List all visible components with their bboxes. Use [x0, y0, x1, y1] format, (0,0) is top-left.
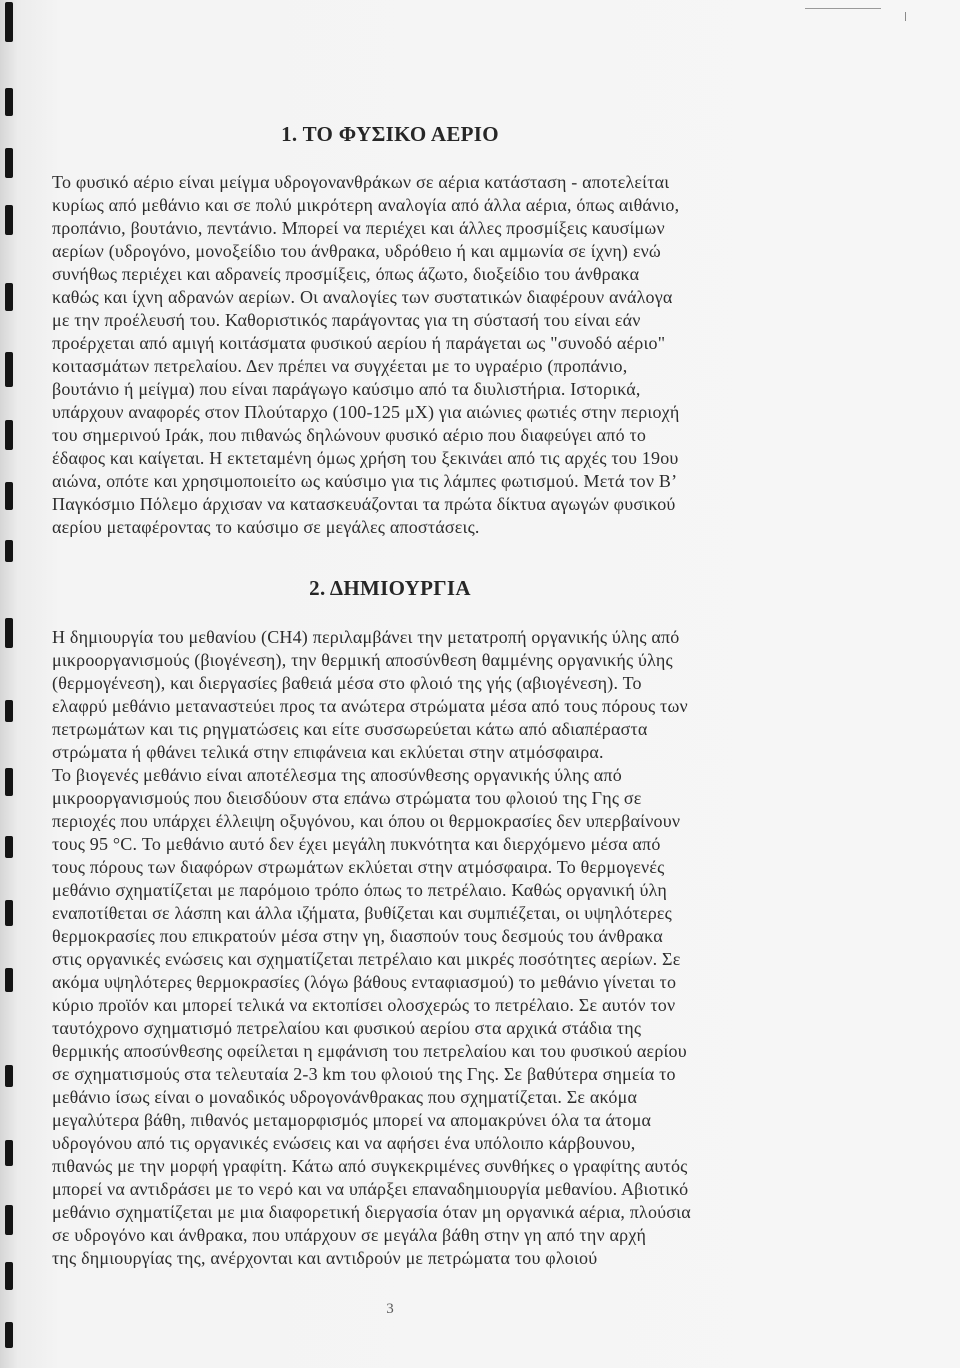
- scan-edge-line: [805, 8, 881, 9]
- binding-mark: [5, 768, 13, 796]
- binding-mark: [5, 900, 13, 926]
- text-line: αιώνα, οπότε και χρησιμοποιείτο ως καύσιμο για τις λάμπες φωτισμού. Μετά τον Β’: [52, 471, 678, 491]
- text-line: στις οργανικές ενώσεις και σχηματίζεται πετρέλαιο και μικρές ποσότητες αερίων. Σε: [52, 949, 681, 969]
- text-line: εναποτίθεται σε λάσπη και άλλα ιζήματα, βυθίζεται και συμπιέζεται, οι υψηλότερες: [52, 903, 672, 923]
- text-line: μεγαλύτερα βάθη, πιθανός μεταμορφισμός μπορεί να απομακρύνει όλα τα άτομα: [52, 1110, 652, 1130]
- binding-mark: [5, 836, 13, 858]
- text-line: Το φυσικό αέριο είναι μείγμα υδρογονανθράκων σε αέρια κατάσταση - αποτελείται: [52, 172, 670, 192]
- text-line: του σημερινού Ιράκ, που πιθανώς δηλώνουν φυσικό αέριο που διαφεύγει από το: [52, 425, 647, 445]
- text-line: προπάνιο, βουτάνιο, πεντάνιο. Μπορεί να περιέχει και άλλες προσμίξεις καυσίμων: [52, 218, 665, 238]
- text-line: μεθάνιο σχηματίζεται με μια διαφορετική διεργασία όταν μη οργανικά αέρια, πλούσια: [52, 1202, 691, 1222]
- text-line: Η δημιουργία του μεθανίου (CH4) περιλαμβάνει την μετατροπή οργανικής ύλης από: [52, 627, 680, 647]
- text-line: τους 95 °C. Το μεθάνιο αυτό δεν έχει μεγάλη πυκνότητα και διερχόμενο μέσα από: [52, 834, 661, 854]
- text-line: σε σχηματισμούς στα τελευταία 2-3 km του φλοιού της Γης. Σε βαθύτερα σημεία το: [52, 1064, 676, 1084]
- text-line: κύριο προϊόν και μπορεί τελικά να εκτοπίσει ολοσχερώς το πετρέλαιο. Σε αυτόν τον: [52, 995, 676, 1015]
- binding-mark: [5, 540, 13, 562]
- text-line: ακόμα υψηλότερες θερμοκρασίες (λόγω βάθους ενταφιασμού) το μεθάνιο γίνεται το: [52, 972, 677, 992]
- binding-mark: [5, 482, 13, 510]
- binding-mark: [5, 1322, 13, 1348]
- text-line: καθώς και ίχνη αδρανών αερίων. Οι αναλογίες των συστατικών διαφέρουν ανάλογα: [52, 287, 673, 307]
- text-line: με την προέλευσή του. Καθοριστικός παράγοντας για τη σύστασή του είναι εάν: [52, 310, 641, 330]
- text-line: περιοχές που υπάρχει έλλειψη οξυγόνου, και όπου οι θερμοκρασίες δεν υπερβαίνουν: [52, 811, 681, 831]
- binding-mark: [5, 2, 13, 42]
- text-line: υπάρχουν αναφορές στον Πλούταρχο (100-125 μΧ) για αιώνιες φωτιές στην περιοχή: [52, 402, 680, 422]
- text-line: ελαφρύ μεθάνιο μεταναστεύει προς τα ανώτερα στρώματα μέσα από τους πόρους των: [52, 696, 688, 716]
- text-line: αερίων (υδρογόνο, μονοξείδιο του άνθρακα, υδρόθειο ή και αμμωνία σε ίχνη) ενώ: [52, 241, 661, 261]
- binding-mark: [5, 205, 13, 235]
- text-line: πιθανώς με την μορφή γραφίτη. Κάτω από συγκεκριμένες συνθήκες ο γραφίτης αυτός: [52, 1156, 688, 1176]
- text-line: κυρίως από μεθάνιο και σε πολύ μικρότερη αναλογία από άλλα αέρια, όπως αιθάνιο,: [52, 195, 680, 215]
- text-line: μεθάνιο ίσως είναι ο μοναδικός υδρογονάνθρακας που σχηματίζεται. Σε ακόμα: [52, 1087, 638, 1107]
- text-line: μεθάνιο σχηματίζεται με παρόμοιο τρόπο όπως το πετρέλαιο. Καθώς οργανική ύλη: [52, 880, 668, 900]
- text-line: πετρωμάτων και τις ρηγματώσεις και είτε συσσωρεύεται κάτω από αδιαπέραστα: [52, 719, 648, 739]
- text-line: κοιτασμάτων πετρελαίου. Δεν πρέπει να συγχέεται με το υγραέριο (προπάνιο,: [52, 356, 628, 376]
- binding-mark: [5, 88, 13, 116]
- text-line: Το βιογενές μεθάνιο είναι αποτέλεσμα της αποσύνθεσης οργανικής ύλης από: [52, 765, 622, 785]
- binding-mark: [5, 352, 13, 387]
- binding-mark: [5, 148, 13, 178]
- binding-mark: [5, 283, 13, 311]
- binding-mark: [5, 700, 13, 722]
- binding-mark: [5, 618, 13, 648]
- text-line: στρώματα ή φθάνει τελικά στην επιφάνεια και εκλύεται στην ατμόσφαιρα.: [52, 742, 604, 762]
- text-line: Παγκόσμιο Πόλεμο άρχισαν να κατασκευάζονται τα πρώτα δίκτυα αγωγών φυσικού: [52, 494, 676, 514]
- binding-mark: [5, 1065, 13, 1087]
- page-number: 3: [386, 1301, 394, 1317]
- text-line: θερμικής αποσύνθεσης οφείλεται η εμφάνιση του πετρελαίου και του φυσικού αερίου: [52, 1041, 687, 1061]
- text-line: ταυτόχρονο σχηματισμό πετρελαίου και φυσικού αερίου στα αρχικά στάδια της: [52, 1018, 642, 1038]
- text-line: (θερμογένεση), και διεργασίες βαθειά μέσα στο φλοιό της γής (αβιογένεση). Το: [52, 673, 642, 693]
- text-line: προέρχεται από αμιγή κοιτάσματα φυσικού αερίου ή παράγεται ως "συνοδό αέριο": [52, 333, 666, 353]
- text-line: βουτάνιο ή μείγμα) που είναι παράγωγο καύσιμο από τα διυλιστήρια. Ιστορικά,: [52, 379, 641, 399]
- text-line: θερμοκρασίες που επικρατούν μέσα στην γη, διασπούν τους δεσμούς του άνθρακα: [52, 926, 663, 946]
- text-line: υδρογόνου από τις οργανικές ενώσεις και να αφήσει ένα υπόλοιπο κάρβουνου,: [52, 1133, 636, 1153]
- text-line: μπορεί να αντιδράσει με το νερό και να υπάρξει επαναδημιουργία μεθανίου. Αβιοτικό: [52, 1179, 689, 1199]
- text-line: συνήθως περιέχει και αδρανείς προσμίξεις, όπως άζωτο, διοξείδιο του άνθρακα: [52, 264, 640, 284]
- text-line: τους πόρους των διαφόρων στρωμάτων εκλύεται στην ατμόσφαιρα. Το θερμογενές: [52, 857, 665, 877]
- text-line: έδαφος και καίγεται. Η εκτεταμένη όμως χρήση του ξεκινάει από τις αρχές του 19ου: [52, 448, 679, 468]
- scan-edge-tick: [905, 12, 906, 21]
- text-line: αερίου μεταφέροντας το καύσιμο σε μεγάλες αποστάσεις.: [52, 517, 480, 537]
- text-line: της δημιουργίας της, ανέρχονται και αντιδρούν με πετρώματα του φλοιού: [52, 1248, 598, 1268]
- binding-mark: [5, 1205, 13, 1235]
- binding-mark: [5, 1262, 13, 1290]
- text-line: μικροοργανισμούς που διεισδύουν στα επάνω στρώματα του φλοιού της Γης σε: [52, 788, 642, 808]
- binding-mark: [5, 1140, 13, 1166]
- section-title-natural-gas: 1. ΤΟ ΦΥΣΙΚΟ ΑΕΡΙΟ: [281, 122, 499, 146]
- binding-mark: [5, 420, 13, 450]
- binding-mark: [5, 968, 13, 992]
- text-line: μικροοργανισμούς (βιογένεση), την θερμική αποσύνθεση θαμμένης οργανικής ύλης: [52, 650, 673, 670]
- text-line: σε υδρογόνο και άνθρακα, που υπάρχουν σε μεγάλα βάθη στην γη από την αρχή: [52, 1225, 647, 1245]
- section-2-paragraph: [52, 626, 912, 1270]
- section-1-paragraph: [52, 171, 912, 539]
- section-title-creation: 2. ΔΗΜΙΟΥΡΓΙΑ: [309, 576, 471, 600]
